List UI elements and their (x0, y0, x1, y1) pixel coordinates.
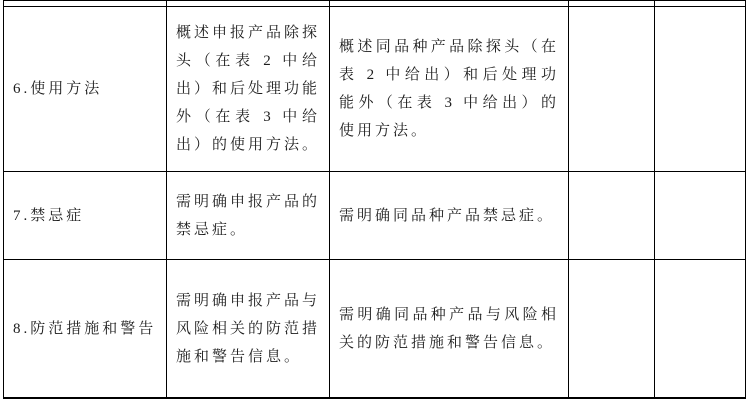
equivalent-product-requirement-cell: 概述同品种产品除探头（在表 2 中给出）和后处理功能外（在表 3 中给出）的使用方法。 (330, 7, 569, 172)
table-row-usage-method (4, 7, 746, 172)
table-row-contraindications (4, 172, 746, 260)
empty-cell (569, 7, 655, 172)
empty-cell (655, 172, 746, 260)
item-label-cell: 6.使用方法 (4, 7, 167, 172)
declared-product-requirement-cell: 需明确申报产品的禁忌症。 (167, 172, 330, 260)
item-label-cell: 8.防范措施和警告 (4, 260, 167, 399)
item-label-cell: 7.禁忌症 (4, 172, 167, 260)
empty-cell (655, 7, 746, 172)
declared-product-requirement-cell: 概述申报产品除探头（在表 2 中给出）和后处理功能外（在表 3 中给出）的使用方法。 (167, 7, 330, 172)
equivalent-product-requirement-cell: 需明确同品种产品禁忌症。 (330, 172, 569, 260)
empty-cell (569, 172, 655, 260)
equivalent-product-requirement-cell: 需明确同品种产品与风险相关的防范措施和警告信息。 (330, 260, 569, 399)
empty-cell (569, 260, 655, 399)
table-row-precautions-warnings (4, 260, 746, 399)
comparison-table (3, 0, 746, 399)
declared-product-requirement-cell: 需明确申报产品与风险相关的防范措施和警告信息。 (167, 260, 330, 399)
empty-cell (655, 260, 746, 399)
